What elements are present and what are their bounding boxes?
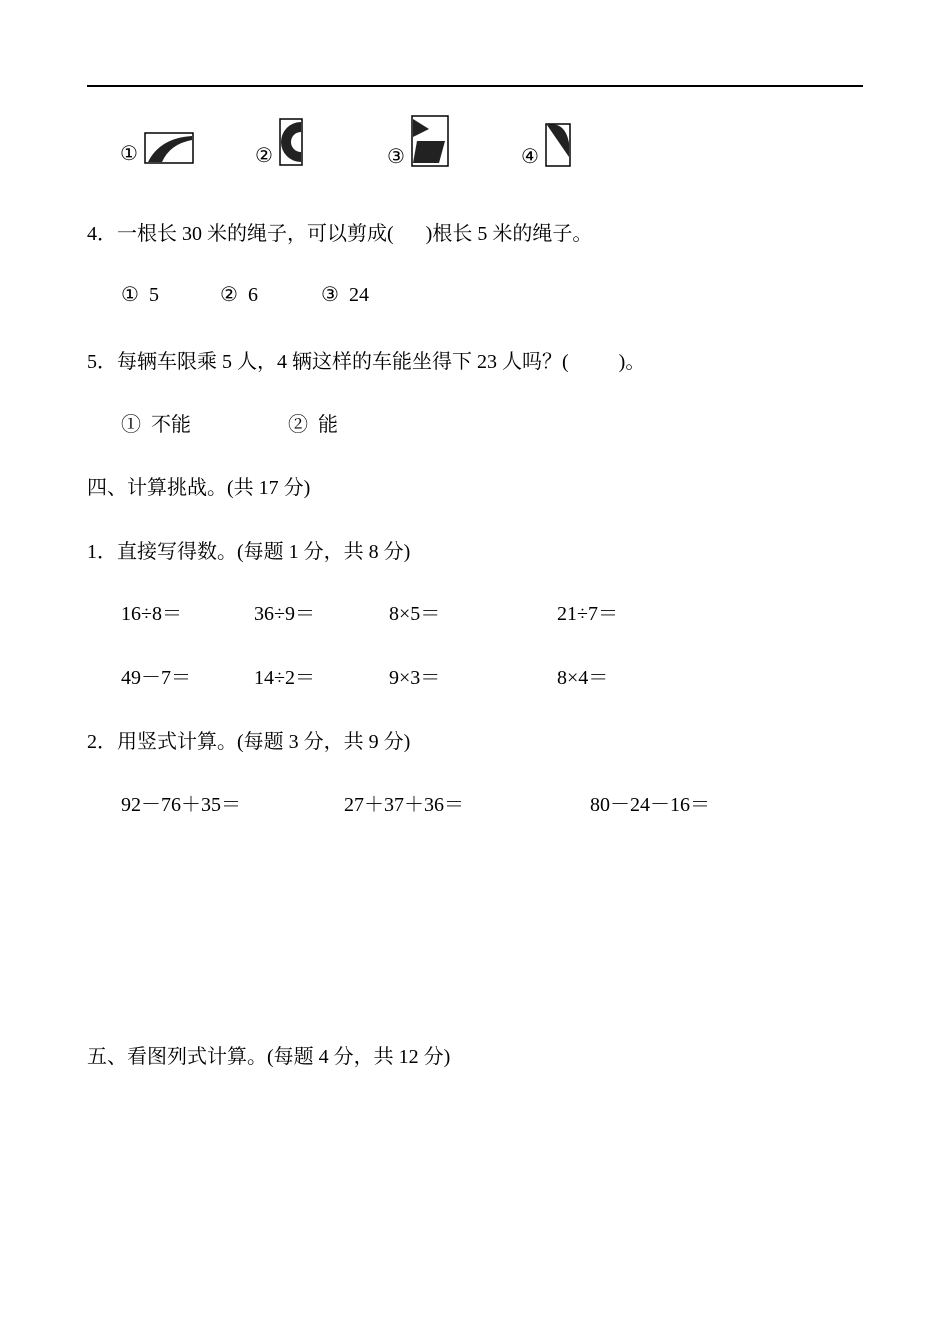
calc-item: 36÷9＝ (254, 603, 315, 625)
question-5-suffix: )。 (618, 351, 646, 373)
question-5 (87, 345, 645, 374)
figure-option-4[interactable] (521, 123, 571, 167)
option-marker: ③ (321, 284, 339, 306)
arrow-shape-icon (411, 115, 449, 167)
calc-item: 49－7＝ (121, 667, 191, 689)
calc-item: 21÷7＝ (557, 603, 618, 625)
option-text: 能 (318, 414, 338, 436)
q4-option-3[interactable] (321, 282, 369, 307)
vertical-calc-item: 80－24－16＝ (590, 794, 710, 816)
calc-item: 14÷2＝ (254, 667, 315, 689)
question-5-prefix: 5．每辆车限乘 5 人，4 辆这样的车能坐得下 23 人吗？( (87, 351, 569, 373)
figure-option-2[interactable] (255, 118, 303, 166)
calc-item: 16÷8＝ (121, 603, 182, 625)
option-text: 5 (148, 284, 159, 306)
quarter-circle-icon (545, 123, 571, 167)
part-2-title: 2．用竖式计算。(每题 3 分，共 9 分) (87, 731, 411, 753)
option-marker: ④ (521, 146, 539, 168)
part-1-title: 1．直接写得数。(每题 1 分，共 8 分) (87, 541, 411, 563)
option-marker: ① (121, 284, 139, 306)
option-marker: ③ (387, 146, 405, 168)
figure-option-3[interactable] (387, 115, 449, 167)
section-4-title: 四、计算挑战。(共 17 分) (87, 477, 311, 499)
calc-item: 8×4＝ (557, 667, 609, 689)
q4-option-2[interactable] (220, 282, 258, 307)
question-4 (87, 217, 592, 246)
option-marker: ② (288, 414, 308, 436)
calc-item: 8×5＝ (389, 603, 441, 625)
ring-shape-icon (279, 118, 303, 166)
option-text: 6 (247, 284, 258, 306)
question-4-prefix: 4．一根长 30 米的绳子，可以剪成( (87, 223, 394, 245)
option-marker: ① (120, 143, 138, 165)
vertical-calc-item: 92－76＋35＝ (121, 794, 241, 816)
calc-item: 9×3＝ (389, 667, 441, 689)
section-5-title: 五、看图列式计算。(每题 4 分，共 12 分) (87, 1046, 451, 1068)
vertical-calc-item: 27＋37＋36＝ (344, 794, 464, 816)
figure-option-1[interactable] (120, 132, 194, 164)
arc-shape-icon (144, 132, 194, 164)
q5-option-2[interactable] (288, 408, 338, 437)
option-text: 24 (348, 284, 369, 306)
option-text: 不能 (151, 414, 191, 436)
option-marker: ② (220, 284, 238, 306)
header-rule (87, 85, 863, 87)
q4-option-1[interactable] (121, 282, 159, 307)
option-marker: ① (121, 414, 141, 436)
option-marker: ② (255, 145, 273, 167)
q5-option-1[interactable] (121, 408, 191, 437)
question-4-suffix: )根长 5 米的绳子。 (425, 223, 593, 245)
